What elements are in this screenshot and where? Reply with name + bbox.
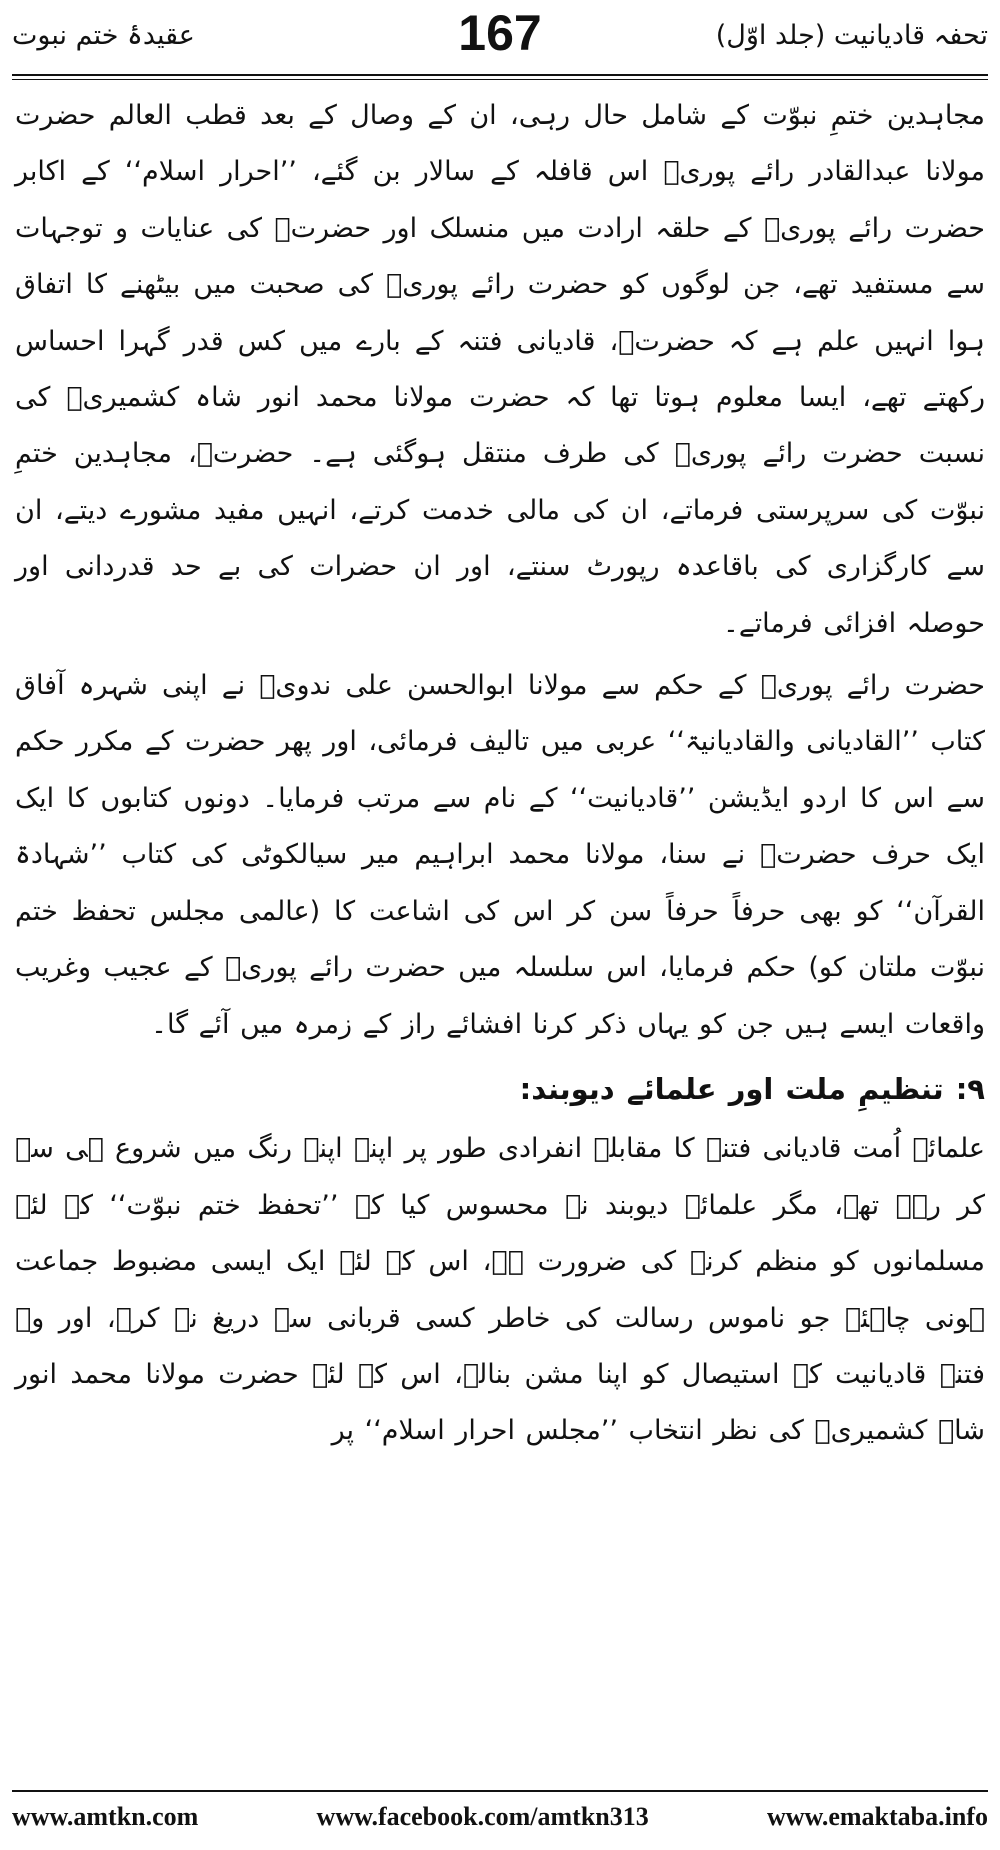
header-section-title: عقیدۂ ختم نبوت <box>12 19 195 51</box>
paragraph-1: مجاہدین ختمِ نبوّت کے شامل حال رہی، ان کے وصال کے بعد قطب العالم حضرت مولانا عبدالقادر رائے پوریؒ اس قافلہ کے سالار بن گئے، ’’احرار اسلام‘‘ کے اکابر حضرت رائے پوریؒ کے حلقہ ارادت میں منسلک اور حضرتؒ کی عنایات و توجہات سے مستفید تھے، جن لوگوں کو حضرت رائے پوریؒ کی صحبت میں بیٹھنے کا اتفاق ہوا انہیں علم ہے کہ حضرتؒ، قادیانی فتنہ کے بارے میں کس قدر گہرا احساس رکھتے تھے، ایسا معلوم ہوتا تھا کہ حضرت مولانا محمد انور شاہ کشمیریؒ کی نسبت حضرت رائے پوریؒ کی طرف منتقل ہوگئی ہے۔ حضرتؒ، مجاہدین ختمِ نبوّت کی سرپرستی فرماتے، ان کی مالی خدمت کرتے، انہیں مفید مشورے دیتے، ان سے کارگزاری کی باقاعدہ رپورٹ سنتے، اور ان حضرات کی بے حد قدردانی اور حوصلہ افزائی فرماتے۔ <box>15 100 985 639</box>
paragraph-2: حضرت رائے پوریؒ کے حکم سے مولانا ابوالحسن علی ندویؒ نے اپنی شہرہ آفاق کتاب ’’القادیانی والقادیانیۃ‘‘ عربی میں تالیف فرمائی، اور پھر حضرت کے مکرر حکم سے اس کا اردو ایڈیشن ’’قادیانیت‘‘ کے نام سے مرتب فرمایا۔ دونوں کتابوں کا ایک ایک حرف حضرتؒ نے سنا، مولانا محمد ابراہیم میر سیالکوٹی کی کتاب ’’شہادۃ القرآن‘‘ کو بھی حرفاً حرفاً سن کر اس کی اشاعت کا (عالمی مجلس تحفظ ختم نبوّت ملتان کو) حکم فرمایا، اس سلسلہ میں حضرت رائے پوریؒ کے عجیب وغریب واقعات ایسے ہیں جن کو یہاں ذکر کرنا افشائے راز کے زمرہ میں آئے گا۔ <box>15 670 985 1040</box>
footer-link-facebook[interactable]: www.facebook.com/amtkn313 <box>316 1802 649 1831</box>
paragraph-3: علمائے اُمت قادیانی فتنہ کا مقابلہ انفرادی طور پر اپنے اپنے رنگ میں شروع ہی سے کر رہے تھے، مگر علمائے دیوبند نے محسوس کیا کہ ’’تحفظ ختم نبوّت‘‘ کے لئے مسلمانوں کو منظم کرنے کی ضرورت ہے، اس کے لئے ایک ایسی مضبوط جماعت ہونی چاہئے جو ناموس رسالت کی خاطر کسی قربانی سے دریغ نہ کرے، اور وہ فتنہ قادیانیت کے استیصال کو اپنا مشن بنالے، اس کے لئے حضرت مولانا محمد انور شاہ کشمیریؒ کی نظر انتخاب ’’مجلس احرار اسلام‘‘ پر <box>15 1133 985 1447</box>
paragraph-gap <box>15 1053 985 1059</box>
header-divider <box>12 74 988 80</box>
footer-link-emaktaba[interactable]: www.emaktaba.info <box>766 1802 988 1831</box>
header-book-title: تحفہ قادیانیت (جلد اوّل) <box>715 19 988 51</box>
footer-link-amtkn[interactable]: www.amtkn.com <box>12 1802 199 1831</box>
page-body <box>15 88 985 1460</box>
page-number: 167 <box>458 5 542 61</box>
section-heading: ۹: تنظیمِ ملت اور علمائے دیوبند: <box>519 1071 985 1106</box>
page-header <box>12 0 988 70</box>
page-footer <box>12 1797 988 1837</box>
footer-divider <box>12 1790 988 1792</box>
